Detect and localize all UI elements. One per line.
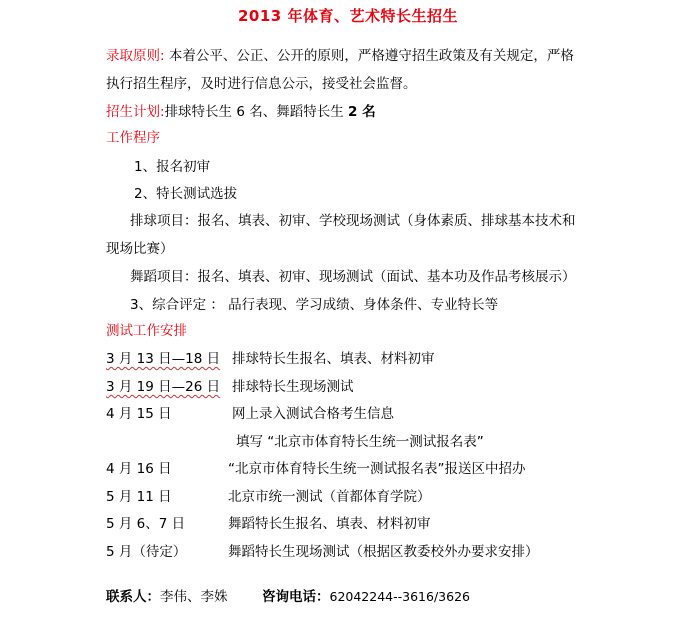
schedule-task: 填写 “北京市体育特长生统一测试报名表”: [236, 434, 484, 450]
schedule-task: “北京市体育特长生统一测试报名表”报送区中招办: [228, 461, 526, 477]
contact-line: [106, 588, 228, 606]
contact-label: 联系人：: [106, 589, 160, 605]
volleyball-line-1: 排球项目：报名、填表、初审、学校现场测试（身体素质、排球基本技术和: [130, 213, 576, 229]
schedule-date: 3 月 13 日—18 日: [106, 351, 221, 367]
schedule-date: 3 月 19 日—26 日: [106, 379, 221, 395]
principle-line-1: [106, 47, 574, 65]
schedule-date: 4 月 16 日: [106, 461, 172, 477]
schedule-task: 排球特长生现场测试: [232, 379, 354, 395]
phone-label: 咨询电话：: [262, 589, 330, 605]
dance-line: 舞蹈项目：报名、填表、初审、现场测试（面试、基本功及作品考核展示）: [130, 269, 576, 285]
procedure-step-2: 2、特长测试选拔: [134, 186, 238, 202]
principle-text-1: 本着公平、公正、公开的原则，严格遵守招生政策及有关规定，严格: [168, 48, 574, 64]
schedule-task: 舞蹈特长生现场测试（根据区教委校外办要求安排）: [228, 544, 539, 560]
schedule-task: 北京市统一测试（首都体育学院）: [228, 489, 431, 505]
schedule-date: 5 月 6、7 日: [106, 516, 186, 532]
principle-label: 录取原则:: [106, 48, 165, 64]
procedure-step-1: 1、报名初审: [134, 159, 211, 175]
phone-number: 62042244--3616/3626: [329, 589, 470, 604]
schedule-task: 网上录入测试合格考生信息: [232, 406, 394, 422]
schedule-heading: 测试工作安排: [106, 323, 187, 339]
contact-names: 李伟、李姝: [160, 589, 228, 605]
procedure-heading: 工作程序: [106, 130, 160, 146]
principle-line-2: 执行招生程序，及时进行信息公示，接受社会监督。: [106, 76, 417, 92]
schedule-date: 4 月 15 日: [106, 406, 172, 422]
schedule-date: 5 月（待定）: [106, 544, 187, 560]
plan-line: [106, 103, 376, 121]
plan-count: 2 名: [348, 104, 376, 120]
plan-text: 排球特长生 6 名、舞蹈特长生: [164, 104, 349, 120]
schedule-date: 5 月 11 日: [106, 489, 172, 505]
procedure-step-3: 3、综合评定 ： 品行表现、学习成绩、身体条件、专业特长等: [130, 297, 499, 313]
page-title: 2013 年体育、艺术特长生招生: [238, 7, 458, 25]
volleyball-line-2: 现场比赛）: [106, 241, 174, 257]
phone-line: [262, 588, 470, 606]
schedule-task: 舞蹈特长生报名、填表、材料初审: [228, 516, 431, 532]
schedule-task: 排球特长生报名、填表、材料初审: [232, 351, 435, 367]
plan-label: 招生计划:: [106, 104, 165, 120]
